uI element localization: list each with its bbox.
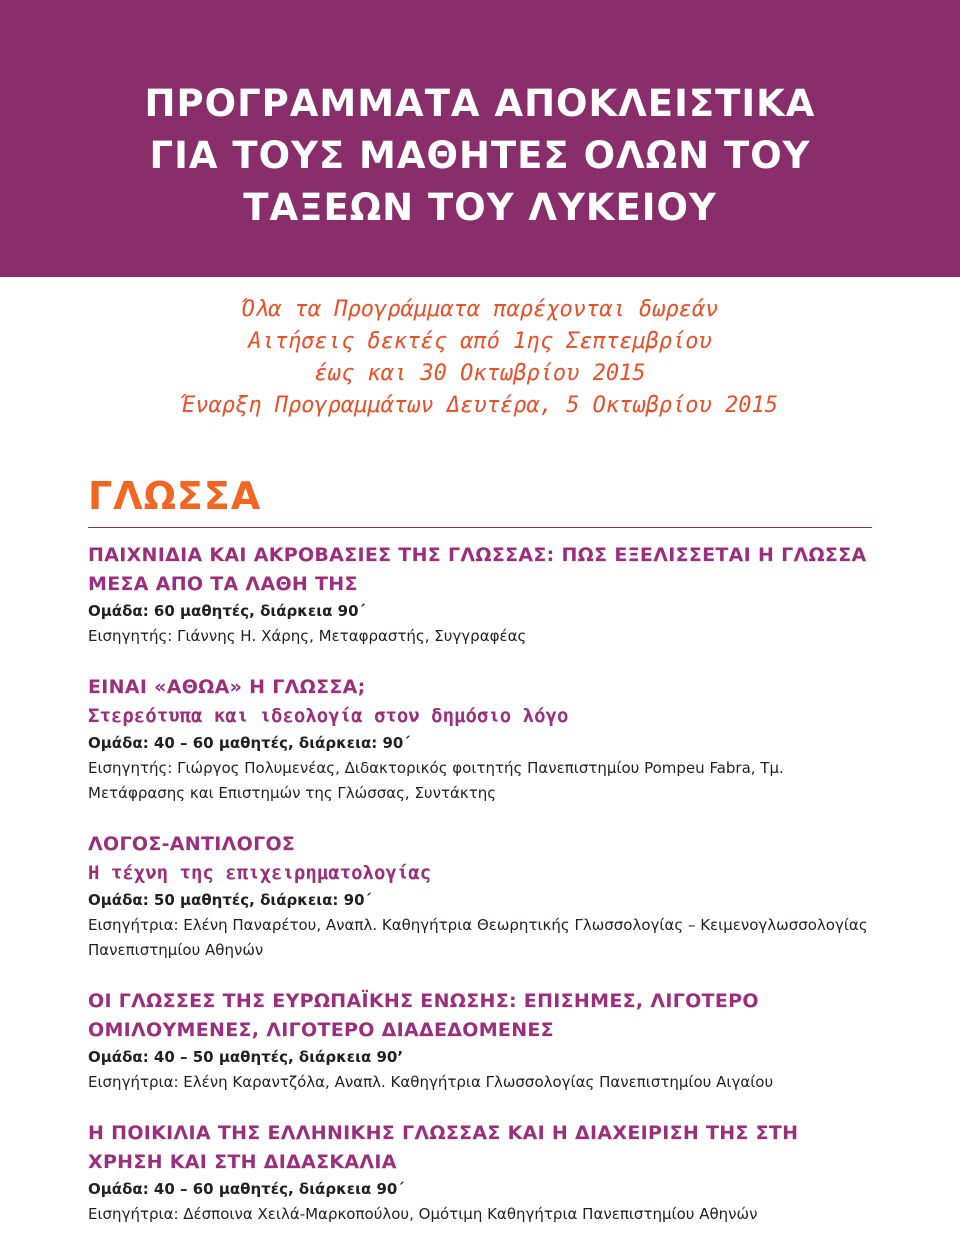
program-info	[60, 294, 900, 422]
section-divider	[88, 527, 872, 528]
program-speaker: Εισηγητής: Γιώργος Πολυμενέας, Διδακτορικός φοιτητής Πανεπιστημίου Pompeu Fabra, Τμ. Μετάφρασης και Επιστημών της Γλώσσας, Συντάκτης	[88, 759, 784, 802]
program-item	[88, 541, 878, 649]
program-list	[88, 541, 878, 1251]
program-item	[88, 830, 878, 963]
program-group: Ομάδα: 40 – 60 μαθητές, διάρκεια 90΄	[88, 1180, 404, 1198]
program-speaker: Εισηγήτρια: Δέσποινα Χειλά-Μαρκοπούλου, Ομότιμη Καθηγήτρια Πανεπιστημίου Αθηνών	[88, 1205, 758, 1223]
program-item	[88, 673, 878, 806]
program-title: Η ΠΟΙΚΙΛΙΑ ΤΗΣ ΕΛΛΗΝΙΚΗΣ ΓΛΩΣΣΑΣ ΚΑΙ Η ΔΙΑΧΕΙΡΙΣΗ ΤΗΣ ΣΤΗ ΧΡΗΣΗ ΚΑΙ ΣΤΗ ΔΙΔΑΣΚΑΛΙΑ	[88, 1122, 799, 1173]
title-line: ΤΑΞΕΩΝ ΤΟΥ ΛΥΚΕΙΟΥ	[243, 186, 717, 229]
title-line: ΓΙΑ ΤΟΥΣ ΜΑΘΗΤΕΣ ΟΛΩΝ ΤΟΥ	[149, 134, 811, 177]
program-speaker: Εισηγήτρια: Ελένη Καραντζόλα, Αναπλ. Καθηγήτρια Γλωσσολογίας Πανεπιστημίου Αιγαίου	[88, 1073, 774, 1091]
program-speaker: Εισηγητής: Γιάννης Η. Χάρης, Μεταφραστής, Συγγραφέας	[88, 627, 527, 645]
program-group: Ομάδα: 40 – 50 μαθητές, διάρκεια 90’	[88, 1048, 404, 1066]
info-line: Αιτήσεις δεκτές από 1ης Σεπτεμβρίου	[248, 329, 712, 354]
program-item	[88, 987, 878, 1095]
program-title: ΠΑΙΧΝΙΔΙΑ ΚΑΙ ΑΚΡΟΒΑΣΙΕΣ ΤΗΣ ΓΛΩΣΣΑΣ: ΠΩΣ ΕΞΕΛΙΣΣΕΤΑΙ Η ΓΛΩΣΣΑ ΜΕΣΑ ΑΠΟ ΤΑ ΛΑΘΗ ΤΗΣ	[88, 544, 867, 595]
program-subtitle: Στερεότυπα και ιδεολογία στον δημόσιο λόγο	[88, 705, 569, 727]
program-subtitle: Η τέχνη της επιχειρηματολογίας	[88, 862, 432, 884]
header-banner	[0, 0, 960, 277]
program-title: ΕΙΝΑΙ «ΑΘΩΑ» Η ΓΛΩΣΣΑ;	[88, 676, 366, 698]
info-line: έως και 30 Οκτωβρίου 2015	[314, 361, 646, 386]
program-group: Ομάδα: 40 – 60 μαθητές, διάρκεια: 90΄	[88, 734, 410, 752]
program-group: Ομάδα: 50 μαθητές, διάρκεια: 90΄	[88, 891, 372, 909]
program-title: ΛΟΓΟΣ-ΑΝΤΙΛΟΓΟΣ	[88, 833, 296, 855]
program-group: Ομάδα: 60 μαθητές, διάρκεια 90΄	[88, 602, 366, 620]
section-heading: ΓΛΩΣΣΑ	[88, 474, 262, 518]
program-title: ΟΙ ΓΛΩΣΣΕΣ ΤΗΣ ΕΥΡΩΠΑΪΚΗΣ ΕΝΩΣΗΣ: ΕΠΙΣΗΜΕΣ, ΛΙΓΟΤΕΡΟ ΟΜΙΛΟΥΜΕΝΕΣ, ΛΙΓΟΤΕΡΟ ΔΙΑΔΕΔΟΜΕΝΕΣ	[88, 990, 759, 1041]
info-line: Όλα τα Προγράμματα παρέχονται δωρεάν	[241, 297, 719, 322]
info-line: Έναρξη Προγραμμάτων Δευτέρα, 5 Οκτωβρίου 2015	[181, 393, 779, 418]
title-line: ΠΡΟΓΡΑΜΜΑΤΑ ΑΠΟΚΛΕΙΣΤΙΚΑ	[144, 82, 816, 125]
program-item	[88, 1119, 878, 1227]
page-title	[60, 78, 900, 234]
program-speaker: Εισηγήτρια: Ελένη Παναρέτου, Αναπλ. Καθηγήτρια Θεωρητικής Γλωσσολογίας – Κειμενογλωσσολογίας Πανεπιστημίου Αθηνών	[88, 916, 868, 959]
